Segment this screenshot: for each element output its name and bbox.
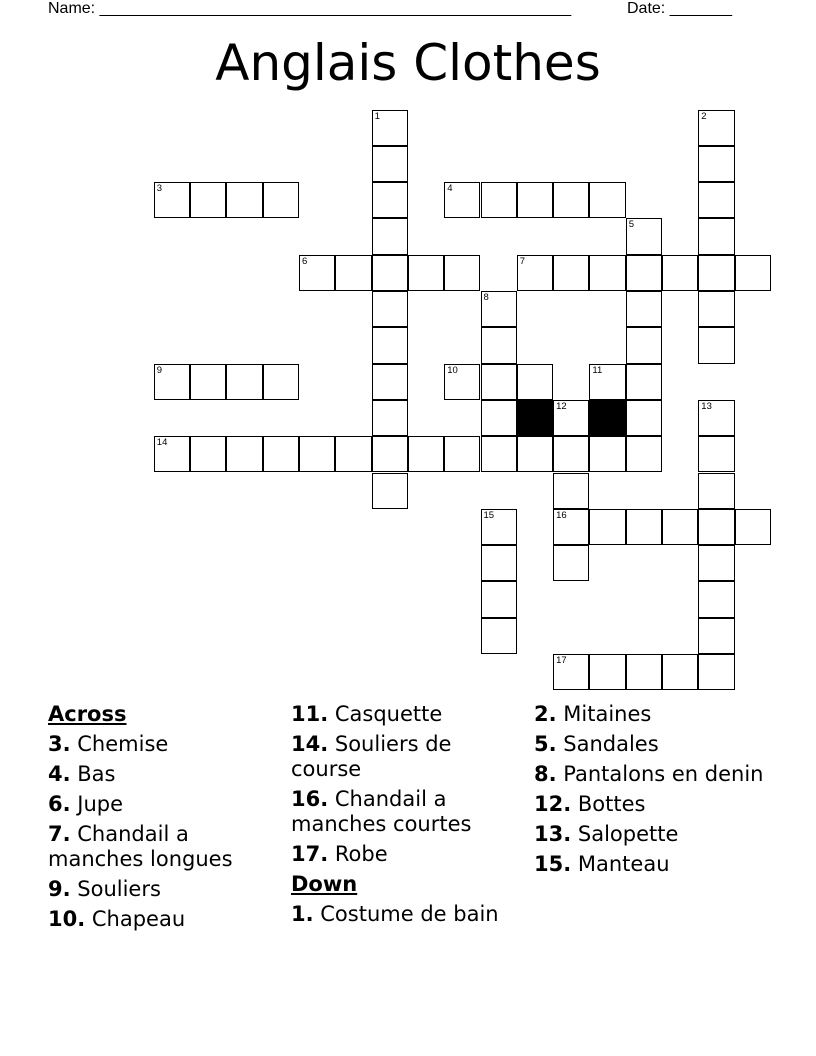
- clue-item-text: Jupe: [70, 792, 124, 816]
- clue-number: 10: [447, 364, 458, 376]
- grid-cell[interactable]: [481, 182, 517, 218]
- clue-item: [534, 852, 766, 877]
- grid-cell[interactable]: [190, 364, 226, 400]
- grid-cell[interactable]: [698, 545, 734, 581]
- grid-cell[interactable]: [372, 400, 408, 436]
- clue-item: [291, 787, 521, 837]
- clue-number: 2: [701, 110, 707, 122]
- grid-cell[interactable]: [662, 255, 698, 291]
- clue-item-text: Chandail a manches courtes: [291, 787, 472, 836]
- grid-cell[interactable]: [372, 218, 408, 254]
- clue-item: [534, 762, 766, 787]
- grid-cell[interactable]: [553, 545, 589, 581]
- grid-cell[interactable]: [626, 654, 662, 690]
- clue-number: 13: [701, 400, 712, 412]
- grid-cell[interactable]: [408, 255, 444, 291]
- clue-item-text: Sandales: [556, 732, 659, 756]
- clue-item-text: Bottes: [571, 792, 646, 816]
- date-field[interactable]: Date: _______: [627, 0, 732, 17]
- clue-item-text: Pantalons en denin: [556, 762, 764, 786]
- grid-cell[interactable]: [553, 473, 589, 509]
- grid-cell[interactable]: [481, 581, 517, 617]
- clue-number: 12: [556, 400, 567, 412]
- grid-cell[interactable]: [698, 436, 734, 472]
- grid-cell[interactable]: [444, 364, 480, 400]
- clue-item-number: 12.: [534, 792, 572, 816]
- clue-item: [534, 822, 766, 847]
- grid-cell[interactable]: [263, 436, 299, 472]
- grid-cell[interactable]: [408, 436, 444, 472]
- grid-cell[interactable]: [481, 291, 517, 327]
- clue-item-number: 1.: [291, 902, 314, 926]
- grid-cell[interactable]: [481, 364, 517, 400]
- grid-cell[interactable]: [226, 364, 262, 400]
- clue-number: 16: [556, 509, 567, 521]
- clue-item-number: 9.: [48, 877, 71, 901]
- clues-section: [0, 702, 816, 962]
- across-clue-list: [48, 732, 280, 932]
- grid-cell[interactable]: [626, 255, 662, 291]
- grid-cell[interactable]: [698, 509, 734, 545]
- grid-cell[interactable]: [698, 400, 734, 436]
- clue-number: 15: [483, 509, 495, 521]
- clue-number: 3: [156, 183, 163, 195]
- clue-item-text: Manteau: [571, 852, 670, 876]
- clue-number: 9: [156, 364, 163, 376]
- grid-cell[interactable]: [372, 110, 408, 146]
- grid-cell[interactable]: [481, 400, 517, 436]
- grid-cell[interactable]: [154, 182, 190, 218]
- clue-item-text: Souliers de course: [291, 732, 452, 781]
- clue-item-text: Bas: [70, 762, 116, 786]
- clue-item-text: Souliers: [70, 877, 161, 901]
- clue-item-number: 3.: [48, 732, 71, 756]
- grid-cell[interactable]: [481, 509, 517, 545]
- clue-item-number: 8.: [534, 762, 557, 786]
- clue-item: [48, 907, 280, 932]
- clue-item-text: Costume de bain: [313, 902, 499, 926]
- clue-item: [48, 822, 280, 872]
- grid-cell[interactable]: [698, 255, 734, 291]
- grid-cell[interactable]: [372, 182, 408, 218]
- grid-cell[interactable]: [735, 255, 771, 291]
- black-cell: [589, 400, 625, 436]
- grid-cell[interactable]: [372, 146, 408, 182]
- grid-cell[interactable]: [589, 255, 625, 291]
- across-heading: Across: [48, 702, 127, 726]
- grid-cell[interactable]: [626, 509, 662, 545]
- grid-cell[interactable]: [481, 618, 517, 654]
- clue-number: 5: [628, 219, 634, 231]
- clue-item: [48, 877, 280, 902]
- grid-cell[interactable]: [226, 182, 262, 218]
- clue-item: [534, 732, 766, 757]
- clue-number: 7: [519, 255, 526, 267]
- grid-cell[interactable]: [626, 218, 662, 254]
- grid-cell[interactable]: [517, 182, 553, 218]
- grid-cell[interactable]: [698, 110, 734, 146]
- grid-cell[interactable]: [372, 255, 408, 291]
- grid-cell[interactable]: [735, 509, 771, 545]
- grid-cell[interactable]: [698, 291, 734, 327]
- grid-cell[interactable]: [444, 182, 480, 218]
- clue-item: [291, 902, 521, 927]
- clue-item-text: Chandail a manches longues: [48, 822, 233, 871]
- grid-cell[interactable]: [698, 473, 734, 509]
- clue-item-number: 17.: [291, 842, 329, 866]
- grid-cell[interactable]: [662, 654, 698, 690]
- grid-cell[interactable]: [626, 364, 662, 400]
- grid-cell[interactable]: [372, 364, 408, 400]
- clue-item-number: 16.: [291, 787, 329, 811]
- clue-item-text: Mitaines: [556, 702, 652, 726]
- clue-number: 17: [556, 655, 567, 666]
- grid-cell[interactable]: [154, 436, 190, 472]
- clue-column-1: [48, 702, 280, 937]
- grid-cell[interactable]: [481, 327, 517, 363]
- grid-cell[interactable]: [626, 436, 662, 472]
- grid-cell[interactable]: [589, 654, 625, 690]
- grid-cell[interactable]: [372, 327, 408, 363]
- grid-cell[interactable]: [553, 509, 589, 545]
- grid-cell[interactable]: [263, 364, 299, 400]
- grid-cell[interactable]: [589, 182, 625, 218]
- clue-item-number: 7.: [48, 822, 71, 846]
- clue-item: [291, 842, 521, 867]
- clue-item: [48, 762, 280, 787]
- grid-cell[interactable]: [626, 327, 662, 363]
- grid-cell[interactable]: [662, 509, 698, 545]
- clue-column-2: [291, 702, 521, 932]
- grid-cell[interactable]: [226, 436, 262, 472]
- grid-cell[interactable]: [299, 255, 335, 291]
- black-cell: [517, 400, 553, 436]
- grid-cell[interactable]: [589, 509, 625, 545]
- grid-cell[interactable]: [372, 473, 408, 509]
- clue-item-text: Casquette: [328, 702, 443, 726]
- grid-cell[interactable]: [553, 400, 589, 436]
- clue-column-3: [534, 702, 766, 882]
- grid-cell[interactable]: [698, 182, 734, 218]
- grid-cell[interactable]: [481, 545, 517, 581]
- grid-cell[interactable]: [553, 654, 589, 690]
- clue-item: [534, 702, 766, 727]
- clue-item-number: 6.: [48, 792, 71, 816]
- grid-cell[interactable]: [190, 436, 226, 472]
- clue-item: [291, 702, 521, 727]
- down-heading: Down: [291, 872, 358, 896]
- grid-cell[interactable]: [444, 436, 480, 472]
- grid-cell[interactable]: [626, 400, 662, 436]
- grid-cell[interactable]: [299, 436, 335, 472]
- grid-cell[interactable]: [154, 364, 190, 400]
- clue-item-number: 15.: [534, 852, 572, 876]
- page-title: Anglais Clothes: [215, 34, 601, 92]
- grid-cell[interactable]: [698, 618, 734, 654]
- clue-item-text: Robe: [328, 842, 388, 866]
- down-clue-list: [291, 902, 521, 927]
- grid-cell[interactable]: [517, 436, 553, 472]
- clue-item-number: 13.: [534, 822, 572, 846]
- clue-number: 4: [447, 183, 453, 195]
- clue-item: [534, 792, 766, 817]
- clue-item-number: 2.: [534, 702, 557, 726]
- grid-cell[interactable]: [372, 436, 408, 472]
- across-clue-list-continued: [291, 702, 521, 867]
- grid-cell[interactable]: [517, 255, 553, 291]
- grid-cell[interactable]: [589, 436, 625, 472]
- clue-item-text: Salopette: [571, 822, 679, 846]
- grid-cell[interactable]: [517, 364, 553, 400]
- clue-item: [291, 732, 521, 782]
- name-field[interactable]: Name: _____________________________________________________: [48, 0, 572, 17]
- clue-item-text: Chemise: [70, 732, 169, 756]
- clue-number: 6: [302, 255, 308, 267]
- clue-item: [48, 792, 280, 817]
- grid-cell[interactable]: [553, 182, 589, 218]
- grid-cell[interactable]: [698, 581, 734, 617]
- clue-number: 8: [483, 292, 489, 303]
- grid-cell[interactable]: [698, 146, 734, 182]
- grid-cell[interactable]: [698, 218, 734, 254]
- grid-cell[interactable]: [335, 255, 371, 291]
- grid-cell[interactable]: [553, 255, 589, 291]
- clue-item-text: Chapeau: [85, 907, 186, 931]
- grid-cell[interactable]: [589, 364, 625, 400]
- down-clue-list-continued: [534, 702, 766, 877]
- grid-cell[interactable]: [444, 255, 480, 291]
- grid-cell[interactable]: [263, 182, 299, 218]
- grid-cell[interactable]: [698, 654, 734, 690]
- clue-item-number: 4.: [48, 762, 71, 786]
- clue-item-number: 11.: [291, 702, 329, 726]
- grid-cell[interactable]: [190, 182, 226, 218]
- grid-cell[interactable]: [553, 436, 589, 472]
- grid-cell[interactable]: [626, 291, 662, 327]
- grid-cell[interactable]: [335, 436, 371, 472]
- clue-item-number: 14.: [291, 732, 329, 756]
- grid-cell[interactable]: [698, 327, 734, 363]
- clue-number: 14: [156, 437, 168, 449]
- clue-number: 1: [374, 110, 380, 122]
- clue-item: [48, 732, 280, 757]
- clue-item-number: 5.: [534, 732, 557, 756]
- clue-number: 11: [592, 364, 603, 376]
- grid-cell[interactable]: [481, 436, 517, 472]
- clue-item-number: 10.: [48, 907, 86, 931]
- grid-cell[interactable]: [372, 291, 408, 327]
